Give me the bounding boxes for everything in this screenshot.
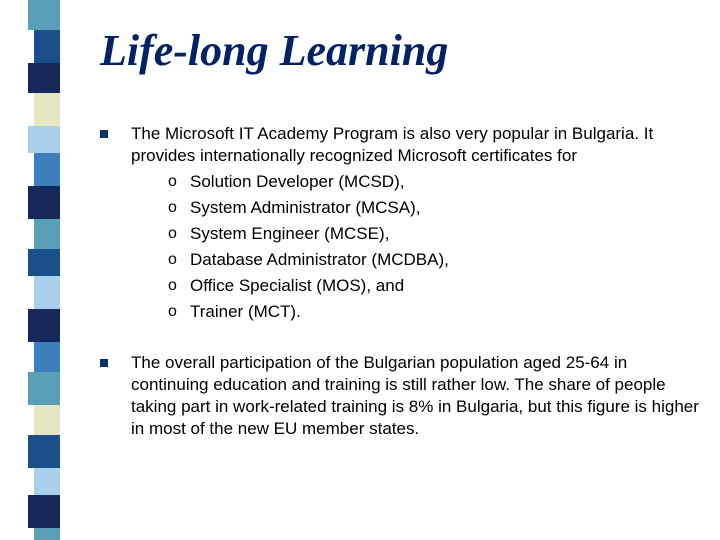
circle-bullet-icon: o xyxy=(168,251,177,268)
certificate-list xyxy=(100,169,700,325)
stripe-block xyxy=(28,372,60,405)
sub-bullet-text: Trainer (MCT). xyxy=(190,302,301,321)
stripe-block xyxy=(34,93,60,126)
sub-bullet-item xyxy=(100,221,700,247)
bullet-item xyxy=(100,123,700,167)
bullet-item xyxy=(100,352,700,440)
stripe-block xyxy=(28,249,60,276)
sub-bullet-text: System Administrator (MCSA), xyxy=(190,198,421,217)
circle-bullet-icon: o xyxy=(168,173,177,190)
sub-bullet-item xyxy=(100,195,700,221)
bullet-text: The Microsoft IT Academy Program is also very popular in Bulgaria. It provides internationally recognized Microsoft certificates for xyxy=(131,124,654,165)
stripe-block xyxy=(28,0,60,30)
sub-bullet-text: Office Specialist (MOS), and xyxy=(190,276,405,295)
stripe-block xyxy=(28,495,60,528)
stripe-block xyxy=(34,219,60,249)
stripe-block xyxy=(28,186,60,219)
stripe-block xyxy=(28,63,60,93)
spacer xyxy=(100,325,700,352)
sub-bullet-item xyxy=(100,299,700,325)
stripe-block xyxy=(34,30,60,63)
stripe-block xyxy=(28,126,60,153)
stripe-block xyxy=(34,528,60,540)
decorative-stripe xyxy=(0,0,66,540)
sub-bullet-text: Database Administrator (MCDBA), xyxy=(190,250,449,269)
stripe-block xyxy=(34,153,60,186)
circle-bullet-icon: o xyxy=(168,303,177,320)
stripe-block xyxy=(34,342,60,372)
stripe-block xyxy=(28,309,60,342)
square-bullet-icon xyxy=(100,130,108,138)
circle-bullet-icon: o xyxy=(168,225,177,242)
slide-title: Life-long Learning xyxy=(100,26,449,75)
bullet-text: The overall participation of the Bulgarian population aged 25-64 in continuing education and training is still rather low. The share of people taking part in work-related training is 8% in Bulgaria, but this figure is higher in most of the new EU member states. xyxy=(131,353,699,438)
slide-content xyxy=(100,123,700,440)
stripe-block xyxy=(34,405,60,435)
sub-bullet-item xyxy=(100,247,700,273)
stripe-block xyxy=(28,435,60,468)
stripe-block xyxy=(34,276,60,309)
sub-bullet-text: System Engineer (MCSE), xyxy=(190,224,390,243)
square-bullet-icon xyxy=(100,359,108,367)
sub-bullet-item xyxy=(100,169,700,195)
circle-bullet-icon: o xyxy=(168,277,177,294)
sub-bullet-item xyxy=(100,273,700,299)
stripe-block xyxy=(34,468,60,495)
sub-bullet-text: Solution Developer (MCSD), xyxy=(190,172,405,191)
circle-bullet-icon: o xyxy=(168,199,177,216)
